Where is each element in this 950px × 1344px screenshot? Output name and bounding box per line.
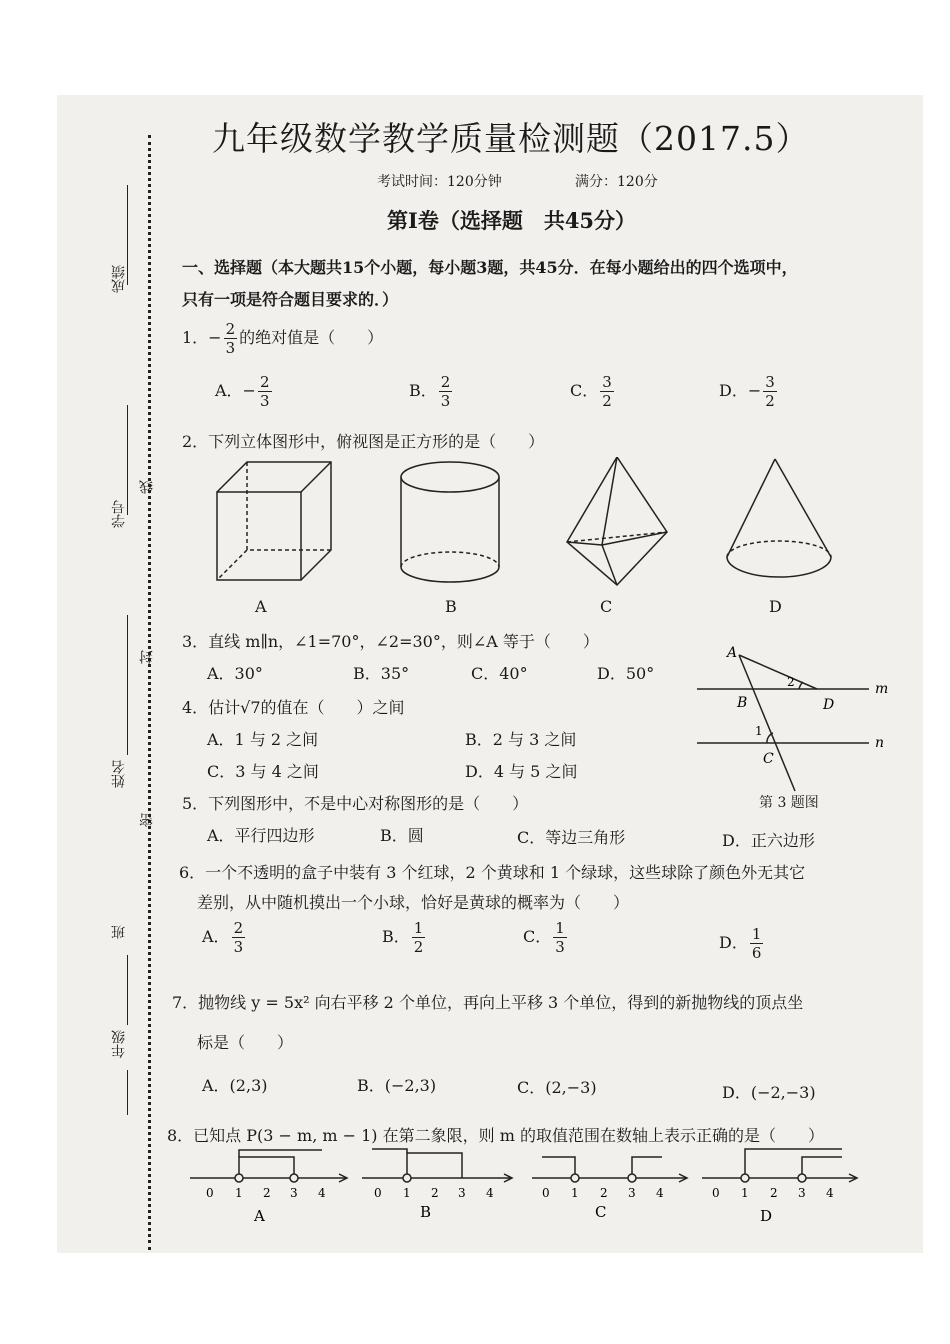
fig-label-1: 1 [755,724,763,738]
q1-c-num: 3 [602,373,612,391]
axis-b-ray [372,1149,407,1153]
a-tick-0: 0 [206,1186,214,1200]
axis-a-ray [239,1150,322,1157]
q4-option-a: A．1 与 2 之间 [207,730,319,749]
q1-prefix: 1．− [182,328,222,347]
ban-blank [127,955,128,1025]
cone-base-front [727,557,831,577]
axis-a-open-point-2 [290,1174,298,1182]
q8-label-d: D [760,1207,773,1225]
q8-label-a: A [254,1207,265,1225]
angle-2-arc [799,682,803,689]
b-tick-4: 4 [486,1186,494,1200]
q8-number-lines [182,1145,862,1240]
q3-figure [687,643,897,793]
q1-a-num: 2 [259,373,270,391]
q1-b-frac [439,373,453,410]
q5-option-a: A．平行四边形 [207,826,315,845]
bipyramid-outline [567,457,667,585]
q1-option-a [215,373,274,410]
q2-solids-figure [207,457,847,617]
q1-option-b [409,373,454,410]
q1-a-frac [258,373,272,410]
q8-label-c: C [595,1203,607,1221]
q1-d-frac [763,373,777,410]
label-xian: 线 [139,480,155,494]
nian-ji-blank [127,1070,128,1115]
q5-option-c: C．等边三角形 [517,828,626,847]
q6-d-label: D． [719,933,748,952]
q6-a-num: 2 [233,919,244,937]
q6-a-label: A． [202,927,230,946]
q7-stem-line1: 7．抛物线 y = 5x² 向右平移 2 个单位，再向上平移 3 个单位，得到的新抛物线的顶点坐 [172,993,804,1012]
q1-c-label: C． [570,381,599,400]
d-tick-3: 3 [798,1186,806,1200]
c-tick-1: 1 [571,1186,579,1200]
q1-a-label: A．− [215,381,256,400]
q6-a-frac [232,919,246,956]
label-ban: 班 [111,925,127,939]
cheng-ji-blank [127,185,128,285]
axis-c-open-point-2 [628,1174,636,1182]
exam-title: 九年级数学教学质量检测题（2017.5） [212,119,810,158]
fig-label-a: A [727,645,738,661]
section-heading-line1: 一、选择题（本大题共15个小题，每小题3题，共45分．在每小题给出的四个选项中， [182,258,798,277]
q6-option-b [382,919,427,956]
q8-label-b: B [420,1203,432,1221]
cube-top-edge [301,462,331,492]
exam-time: 考试时间：120分钟 [377,174,502,190]
q8-stem: 8．已知点 P(3 − m, m − 1) 在第二象限，则 m 的取值范围在数轴上表示正确的是（ ） [167,1126,824,1145]
q1-fraction [224,320,238,357]
c-tick-3: 3 [628,1186,636,1200]
label-mi: 密 [139,813,155,827]
c-tick-2: 2 [600,1186,608,1200]
fig-label-2: 2 [787,675,795,689]
cylinder-bottom-front [401,567,499,582]
q4-stem: 4．估计√7的值在（ ）之间 [182,698,405,717]
q3-stem: 3．直线 m∥n，∠1=70°，∠2=30°，则∠A 等于（ ） [182,632,599,651]
q1-d-den: 2 [765,392,775,410]
q5-stem: 5．下列图形中，不是中心对称图形的是（ ） [182,794,529,813]
q4-option-c: C．3 与 4 之间 [207,762,319,781]
q6-option-c [523,919,569,956]
axis-d-ray-2 [802,1157,842,1178]
q2-stem: 2．下列立体图形中，俯视图是正方形的是（ ） [182,432,545,451]
binding-dotted-line [148,135,151,1250]
c-tick-4: 4 [656,1186,664,1200]
q1-suffix: 的绝对值是（ ） [239,328,384,347]
q3-option-a: A．30° [207,664,263,683]
q7-option-a: A．(2,3) [202,1076,268,1095]
label-cheng-ji: 成绩 [111,265,127,293]
q1-num: 2 [225,320,236,338]
q7-option-b: B．(−2,3) [357,1076,437,1095]
q6-b-den: 2 [413,938,424,956]
q6-a-den: 3 [233,938,244,956]
q6-b-num: 1 [413,919,424,937]
q7-option-d: D．(−2,−3) [722,1083,816,1102]
q6-b-frac [412,919,426,956]
cylinder-top [401,462,499,492]
section-heading-line2: 只有一项是符合题目要求的．） [182,290,399,309]
q3-fig-caption: 第 3 题图 [759,795,819,811]
q6-stem-line2: 差别，从中随机摸出一个小球，恰好是黄球的概率为（ ） [197,893,630,912]
xue-hao-blank [127,405,128,515]
b-tick-1: 1 [403,1186,411,1200]
a-tick-3: 3 [290,1186,298,1200]
axis-d-ray-1 [745,1149,842,1178]
label-xue-hao: 学号 [111,500,127,528]
q2-label-d: D [769,597,782,616]
q6-d-num: 1 [751,925,762,943]
q4-option-d: D．4 与 5 之间 [465,762,578,781]
cube-hidden-diagonal [217,550,247,580]
cone-base-back [727,541,831,557]
axis-d-open-point-2 [798,1174,806,1182]
q7-stem-line2: 标是（ ） [197,1033,294,1052]
q4-option-b: B．2 与 3 之间 [465,730,577,749]
volume-title: 第Ⅰ卷（选择题 共45分） [387,208,637,233]
axis-c-right-ray [632,1157,662,1178]
label-nian-ji: 年级 [111,1030,127,1058]
q6-c-num: 1 [555,919,565,937]
q1-b-den: 3 [440,392,451,410]
q2-label-c: C [600,597,613,616]
q6-option-d [719,925,765,962]
q5-option-b: B．圆 [380,826,424,845]
q1-stem [182,320,383,357]
xing-ming-blank [127,615,128,755]
d-tick-1: 1 [741,1186,749,1200]
q3-option-b: B．35° [353,664,410,683]
fig-label-d: D [823,697,835,713]
bipyramid-hidden-edge [567,532,667,542]
q3-option-c: C．40° [471,664,528,683]
b-tick-3: 3 [458,1186,466,1200]
q6-b-label: B． [382,927,410,946]
q6-c-den: 3 [555,938,565,956]
d-tick-0: 0 [712,1186,720,1200]
label-feng: 封 [139,650,155,664]
q6-stem-line1: 6．一个不透明的盒子中装有 3 个红球，2 个黄球和 1 个绿球，这些球除了颜色外无其它 [179,863,806,882]
q1-c-den: 2 [602,392,612,410]
b-tick-0: 0 [374,1186,382,1200]
q6-d-frac [750,925,764,962]
q1-a-den: 3 [259,392,270,410]
fig-label-b: B [737,695,748,711]
fig-label-m: m [875,681,889,697]
q6-d-den: 6 [751,944,762,962]
q1-option-c [570,373,616,410]
q1-d-num: 3 [765,373,775,391]
q2-label-a: A [255,597,267,616]
d-tick-2: 2 [770,1186,778,1200]
axis-b-open-point [403,1174,411,1182]
fig-label-c: C [763,751,774,767]
label-xing-ming: 姓名 [111,760,127,788]
fig-label-n: n [875,735,885,751]
cone-left-edge [727,459,775,557]
q7-option-c: C．(2,−3) [517,1078,597,1097]
q2-label-b: B [445,597,457,616]
axis-b-range [407,1153,462,1178]
q1-b-num: 2 [440,373,451,391]
axis-a-range [239,1157,294,1178]
cylinder-bottom-back [401,552,499,567]
q6-c-frac [553,919,567,956]
a-tick-1: 1 [235,1186,243,1200]
full-score: 满分：120分 [575,174,658,190]
axis-d-open-point [741,1174,749,1182]
b-tick-2: 2 [431,1186,439,1200]
q1-d-label: D．− [719,381,762,400]
d-tick-4: 4 [826,1186,834,1200]
q1-b-label: B． [409,381,437,400]
exam-paper [57,95,923,1253]
q6-c-label: C． [523,927,552,946]
c-tick-0: 0 [542,1186,550,1200]
q3-option-d: D．50° [597,664,655,683]
bipyramid-edge-3 [567,542,602,545]
q6-option-a [202,919,247,956]
a-tick-4: 4 [318,1186,326,1200]
q5-option-d: D．正六边形 [722,831,815,850]
a-tick-2: 2 [263,1186,271,1200]
axis-c-left-ray [542,1157,575,1178]
axis-c-open-point [571,1174,579,1182]
q1-option-d [719,373,779,410]
q1-c-frac [600,373,614,410]
axis-a-open-point [235,1174,243,1182]
q1-den: 3 [225,339,236,357]
